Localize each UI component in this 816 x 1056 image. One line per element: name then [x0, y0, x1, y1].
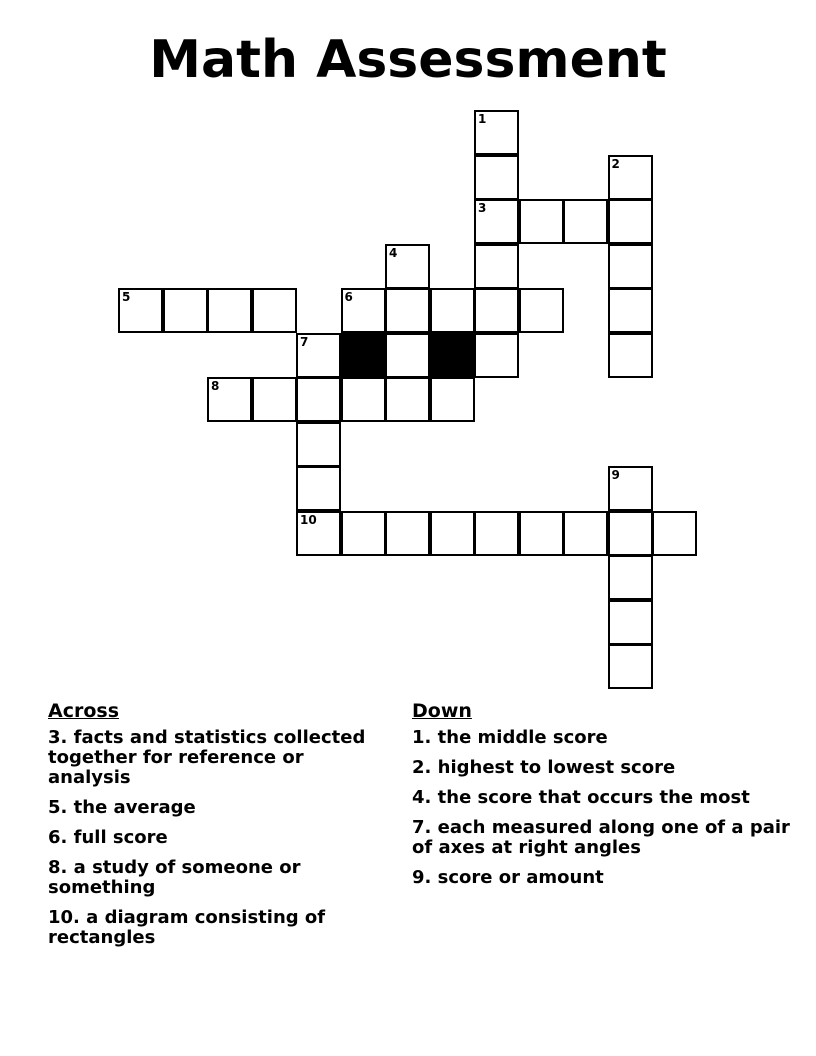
crossword-cell[interactable] [296, 422, 341, 467]
crossword-cell[interactable] [385, 377, 430, 422]
clue-text: full score [73, 827, 168, 848]
across-heading: Across [48, 700, 120, 722]
clue-number: 8 [211, 379, 220, 393]
crossword-cell[interactable] [474, 110, 519, 155]
clue-text: the middle score [437, 727, 608, 748]
clue-number: 2 [611, 156, 620, 171]
crossword-cell[interactable] [519, 511, 564, 556]
across-clue [48, 908, 378, 948]
crossword-cell[interactable] [474, 288, 519, 333]
across-clue [48, 858, 378, 898]
clue-text: a study of someone or something [48, 857, 301, 898]
across-clue [48, 828, 378, 848]
crossword-cell[interactable] [207, 288, 252, 333]
crossword-cell[interactable] [385, 288, 430, 333]
clue-number: 10 [300, 512, 317, 527]
crossword-cell[interactable] [296, 511, 341, 556]
black-square [341, 333, 386, 378]
down-heading: Down [412, 700, 472, 722]
crossword-cell[interactable] [341, 511, 386, 556]
crossword-cell[interactable] [608, 466, 653, 511]
down-clue [412, 758, 792, 778]
clue-number-label: 7. [412, 817, 432, 838]
crossword-cell[interactable] [474, 333, 519, 378]
clue-number-label: 10. [48, 907, 80, 928]
across-clue [48, 728, 378, 788]
crossword-cell[interactable] [252, 377, 297, 422]
crossword-cell[interactable] [207, 377, 252, 422]
crossword-cell[interactable] [608, 155, 653, 200]
crossword-cell[interactable] [474, 244, 519, 289]
crossword-cell[interactable] [563, 511, 608, 556]
crossword-cell[interactable] [385, 333, 430, 378]
clue-text: a diagram consisting of rectangles [48, 907, 326, 948]
clue-number: 4 [389, 245, 398, 260]
clue-text: score or amount [437, 867, 604, 888]
crossword-cell[interactable] [563, 199, 608, 244]
across-clue [48, 798, 378, 818]
clue-text: the score that occurs the most [437, 787, 750, 808]
down-clues [412, 700, 792, 898]
crossword-cell[interactable] [341, 377, 386, 422]
clue-text: each measured along one of a pair of axes at right angles [412, 817, 790, 858]
crossword-cell[interactable] [608, 555, 653, 600]
crossword-cell[interactable] [296, 333, 341, 378]
crossword-cell[interactable] [519, 288, 564, 333]
black-square [430, 333, 475, 378]
clue-number: 7 [300, 334, 309, 349]
clue-number-label: 1. [412, 727, 432, 748]
clue-number-label: 8. [48, 857, 68, 878]
crossword-cell[interactable] [385, 511, 430, 556]
clue-text: facts and statistics collected together for reference or analysis [48, 727, 366, 788]
clue-number: 5 [122, 290, 131, 304]
crossword-cell[interactable] [652, 511, 697, 556]
clue-number-label: 3. [48, 727, 68, 748]
clue-number: 3 [478, 201, 487, 215]
clue-number: 1 [478, 112, 487, 126]
crossword-cell[interactable] [341, 288, 386, 333]
crossword-cell[interactable] [608, 511, 653, 556]
crossword-cell[interactable] [430, 288, 475, 333]
crossword-cell[interactable] [519, 199, 564, 244]
clue-number: 6 [344, 290, 353, 304]
crossword-cell[interactable] [608, 600, 653, 645]
crossword-cell[interactable] [296, 466, 341, 511]
crossword-cell[interactable] [608, 244, 653, 289]
crossword-cell[interactable] [474, 511, 519, 556]
crossword-cell[interactable] [608, 644, 653, 689]
clue-number-label: 9. [412, 867, 432, 888]
crossword-cell[interactable] [608, 288, 653, 333]
down-clue [412, 728, 792, 748]
crossword-cell[interactable] [430, 377, 475, 422]
clue-number-label: 2. [412, 757, 432, 778]
crossword-cell[interactable] [296, 377, 341, 422]
page-title: Math Assessment [149, 30, 667, 90]
clue-text: highest to lowest score [437, 757, 676, 778]
down-clue [412, 868, 792, 888]
across-clues [48, 700, 378, 958]
clue-number: 9 [611, 468, 620, 482]
crossword-cell[interactable] [474, 155, 519, 200]
crossword-cell[interactable] [608, 199, 653, 244]
crossword-cell[interactable] [474, 199, 519, 244]
crossword-cell[interactable] [608, 333, 653, 378]
down-clue [412, 788, 792, 808]
clue-number-label: 4. [412, 787, 432, 808]
crossword-cell[interactable] [163, 288, 208, 333]
down-clue [412, 818, 792, 858]
crossword-cell[interactable] [430, 511, 475, 556]
clue-number-label: 5. [48, 797, 68, 818]
clue-number-label: 6. [48, 827, 68, 848]
crossword-cell[interactable] [385, 244, 430, 289]
crossword-cell[interactable] [252, 288, 297, 333]
clue-text: the average [73, 797, 196, 818]
crossword-cell[interactable] [118, 288, 163, 333]
